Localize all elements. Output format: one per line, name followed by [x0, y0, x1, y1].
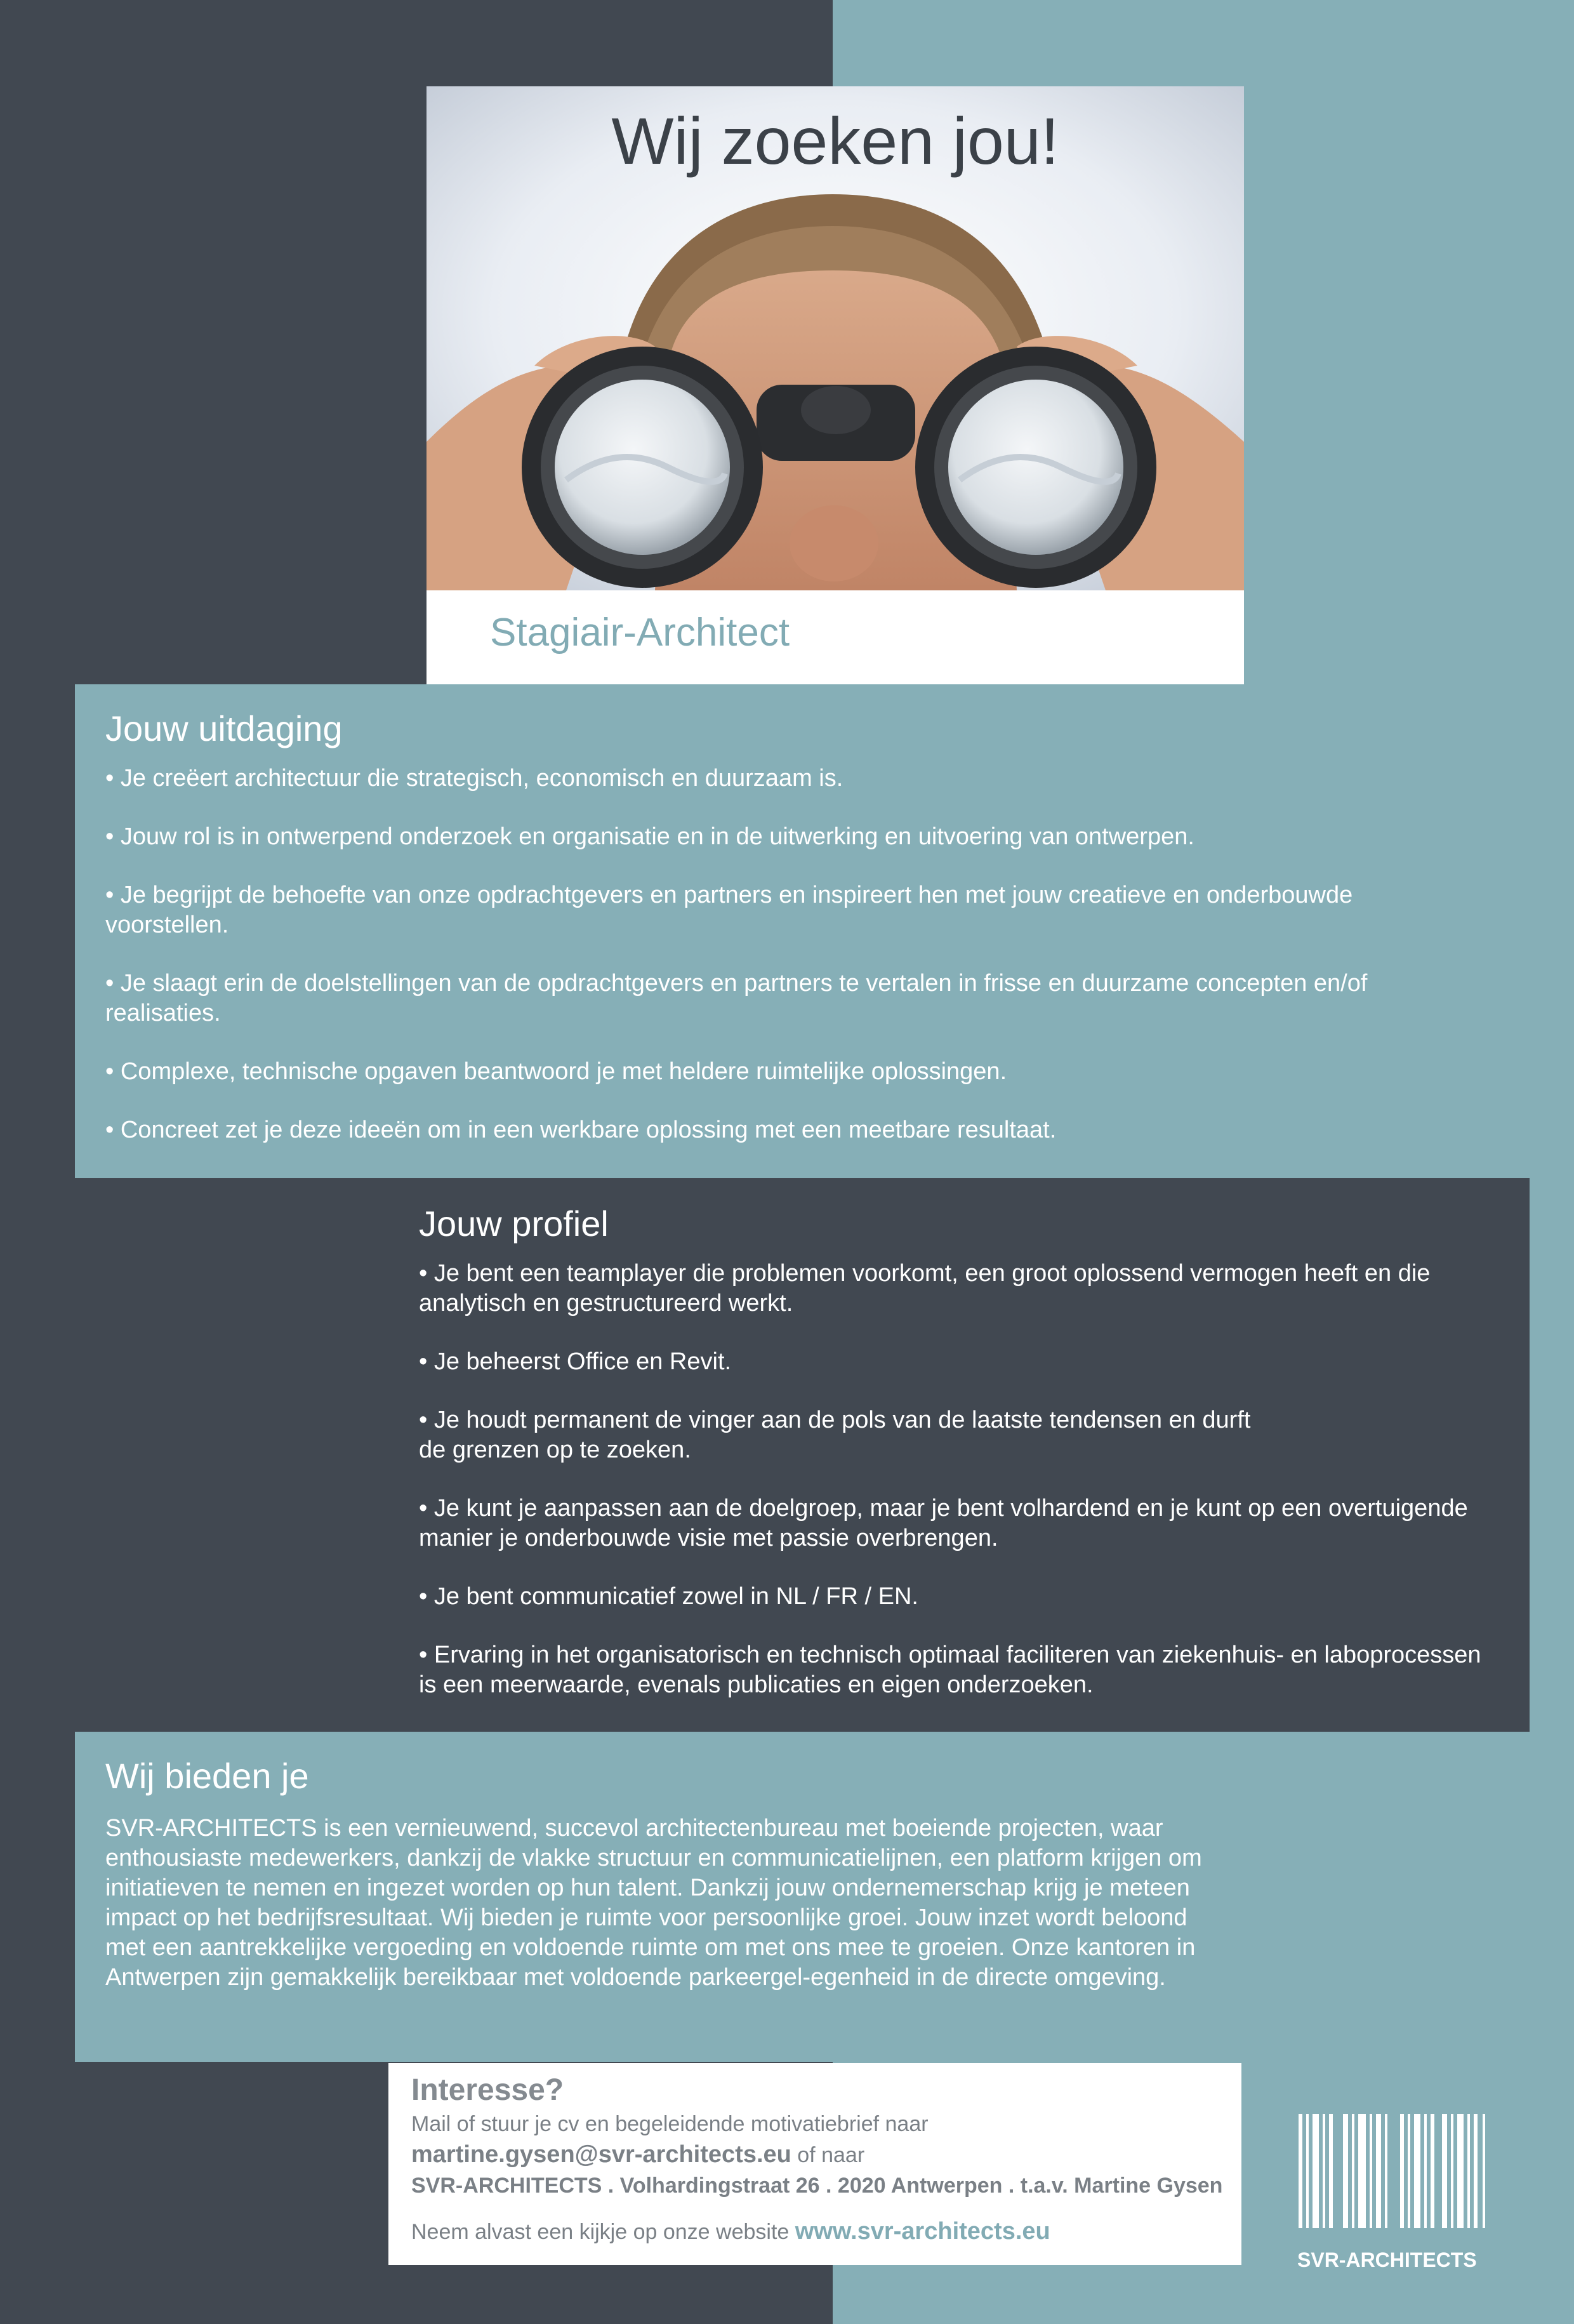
profile-bullet: • Je beheerst Office en Revit. [419, 1348, 732, 1376]
hero-title: Wij zoeken jou! [611, 105, 1059, 178]
offer-text: SVR-ARCHITECTS is een vernieuwend, succevol architectenbureau met boeiende projecten, waar enthousiaste medewerkers, dankzij de vlakke structuur en communicatielijnen, een platform krijgen om initiatieven te nemen en ingezet worden op hun talent. Dankzij jouw ondernemerschap krijg je meteen impact op het bedrijfsresultaat. Wij bieden je ruimte voor persoonlijke groei. Jouw inzet wordt beloond met een aantrekkelijke vergoeding en voldoende ruimte om met ons mee te groeien. Onze kantoren in Antwerpen zijn gemakkelijk bereikbaar met voldoende parkeergel-egenheid in de directe omgeving. [105, 1815, 1202, 1991]
profile-bullet: • Je bent een teamplayer die problemen voorkomt, een groot oplossend vermogen heeft en die analytisch en gestructureerd werkt. [419, 1260, 1431, 1317]
challenge-bullet: • Je begrijpt de behoefte van onze opdrachtgevers en partners en inspireert hen met jouw creatieve en onderbouwde voorstellen. [105, 882, 1353, 939]
binoculars-photo [427, 86, 1244, 590]
challenge-heading: Jouw uitdaging [105, 708, 343, 748]
offer-heading: Wij bieden je [105, 1756, 309, 1796]
contact-card [388, 2063, 1241, 2265]
profile-bullet: • Je kunt je aanpassen aan de doelgroep, maar je bent volhardend en je kunt op een overtuigende manier je onderbouwde visie met passie overbrengen. [419, 1495, 1468, 1552]
offer-section [75, 1732, 1255, 2062]
challenge-bullet: • Jouw rol is in ontwerpend onderzoek en organisatie en in de uitwerking en uitvoering van ontwerpen. [105, 823, 1194, 851]
barcode-icon [1299, 2114, 1489, 2228]
company-logo-text: SVR-ARCHITECTS [1297, 2248, 1477, 2271]
contact-email-suffix: of naar [791, 2142, 865, 2167]
profile-heading: Jouw profiel [419, 1204, 609, 1244]
profile-bullet: • Je bent communicatief zowel in NL / FR / EN. [419, 1583, 918, 1610]
profile-bullet: • Je houdt permanent de vinger aan de pols van de laatste tendensen en durft de grenzen op te zoeken. [419, 1407, 1251, 1464]
contact-email-link[interactable]: martine.gysen@svr-architects.eu [411, 2141, 791, 2168]
contact-heading: Interesse? [411, 2073, 564, 2107]
challenge-bullet: • Concreet zet je deze ideeën om in een werkbare oplossing met een meetbare resultaat. [105, 1117, 1057, 1144]
challenge-bullet: • Complexe, technische opgaven beantwoord je met heldere ruimtelijke oplossingen. [105, 1058, 1007, 1086]
job-title: Stagiair-Architect [490, 611, 790, 654]
website-prefix: Neem alvast een kijkje op onze website [411, 2219, 795, 2244]
contact-address: SVR-ARCHITECTS . Volhardingstraat 26 . 2020 Antwerpen . t.a.v. Martine Gysen [411, 2173, 1223, 2198]
profile-bullet: • Ervaring in het organisatorisch en technisch optimaal faciliteren van ziekenhuis- en laboprocessen is een meerwaarde, evenals publicaties en eigen onderzoeken. [419, 1642, 1481, 1699]
profile-section [387, 1178, 1530, 1732]
challenge-section [75, 684, 1491, 1178]
hero-card [427, 86, 1244, 684]
challenge-bullet: • Je slaagt erin de doelstellingen van de opdrachtgevers en partners te vertalen in frisse en duurzame concepten en/of realisaties. [105, 970, 1368, 1027]
contact-instruction: Mail of stuur je cv en begeleidende motivatiebrief naar [411, 2111, 929, 2136]
website-link[interactable]: www.svr-architects.eu [795, 2217, 1050, 2245]
challenge-bullet: • Je creëert architectuur die strategisch, economisch en duurzaam is. [105, 765, 843, 792]
